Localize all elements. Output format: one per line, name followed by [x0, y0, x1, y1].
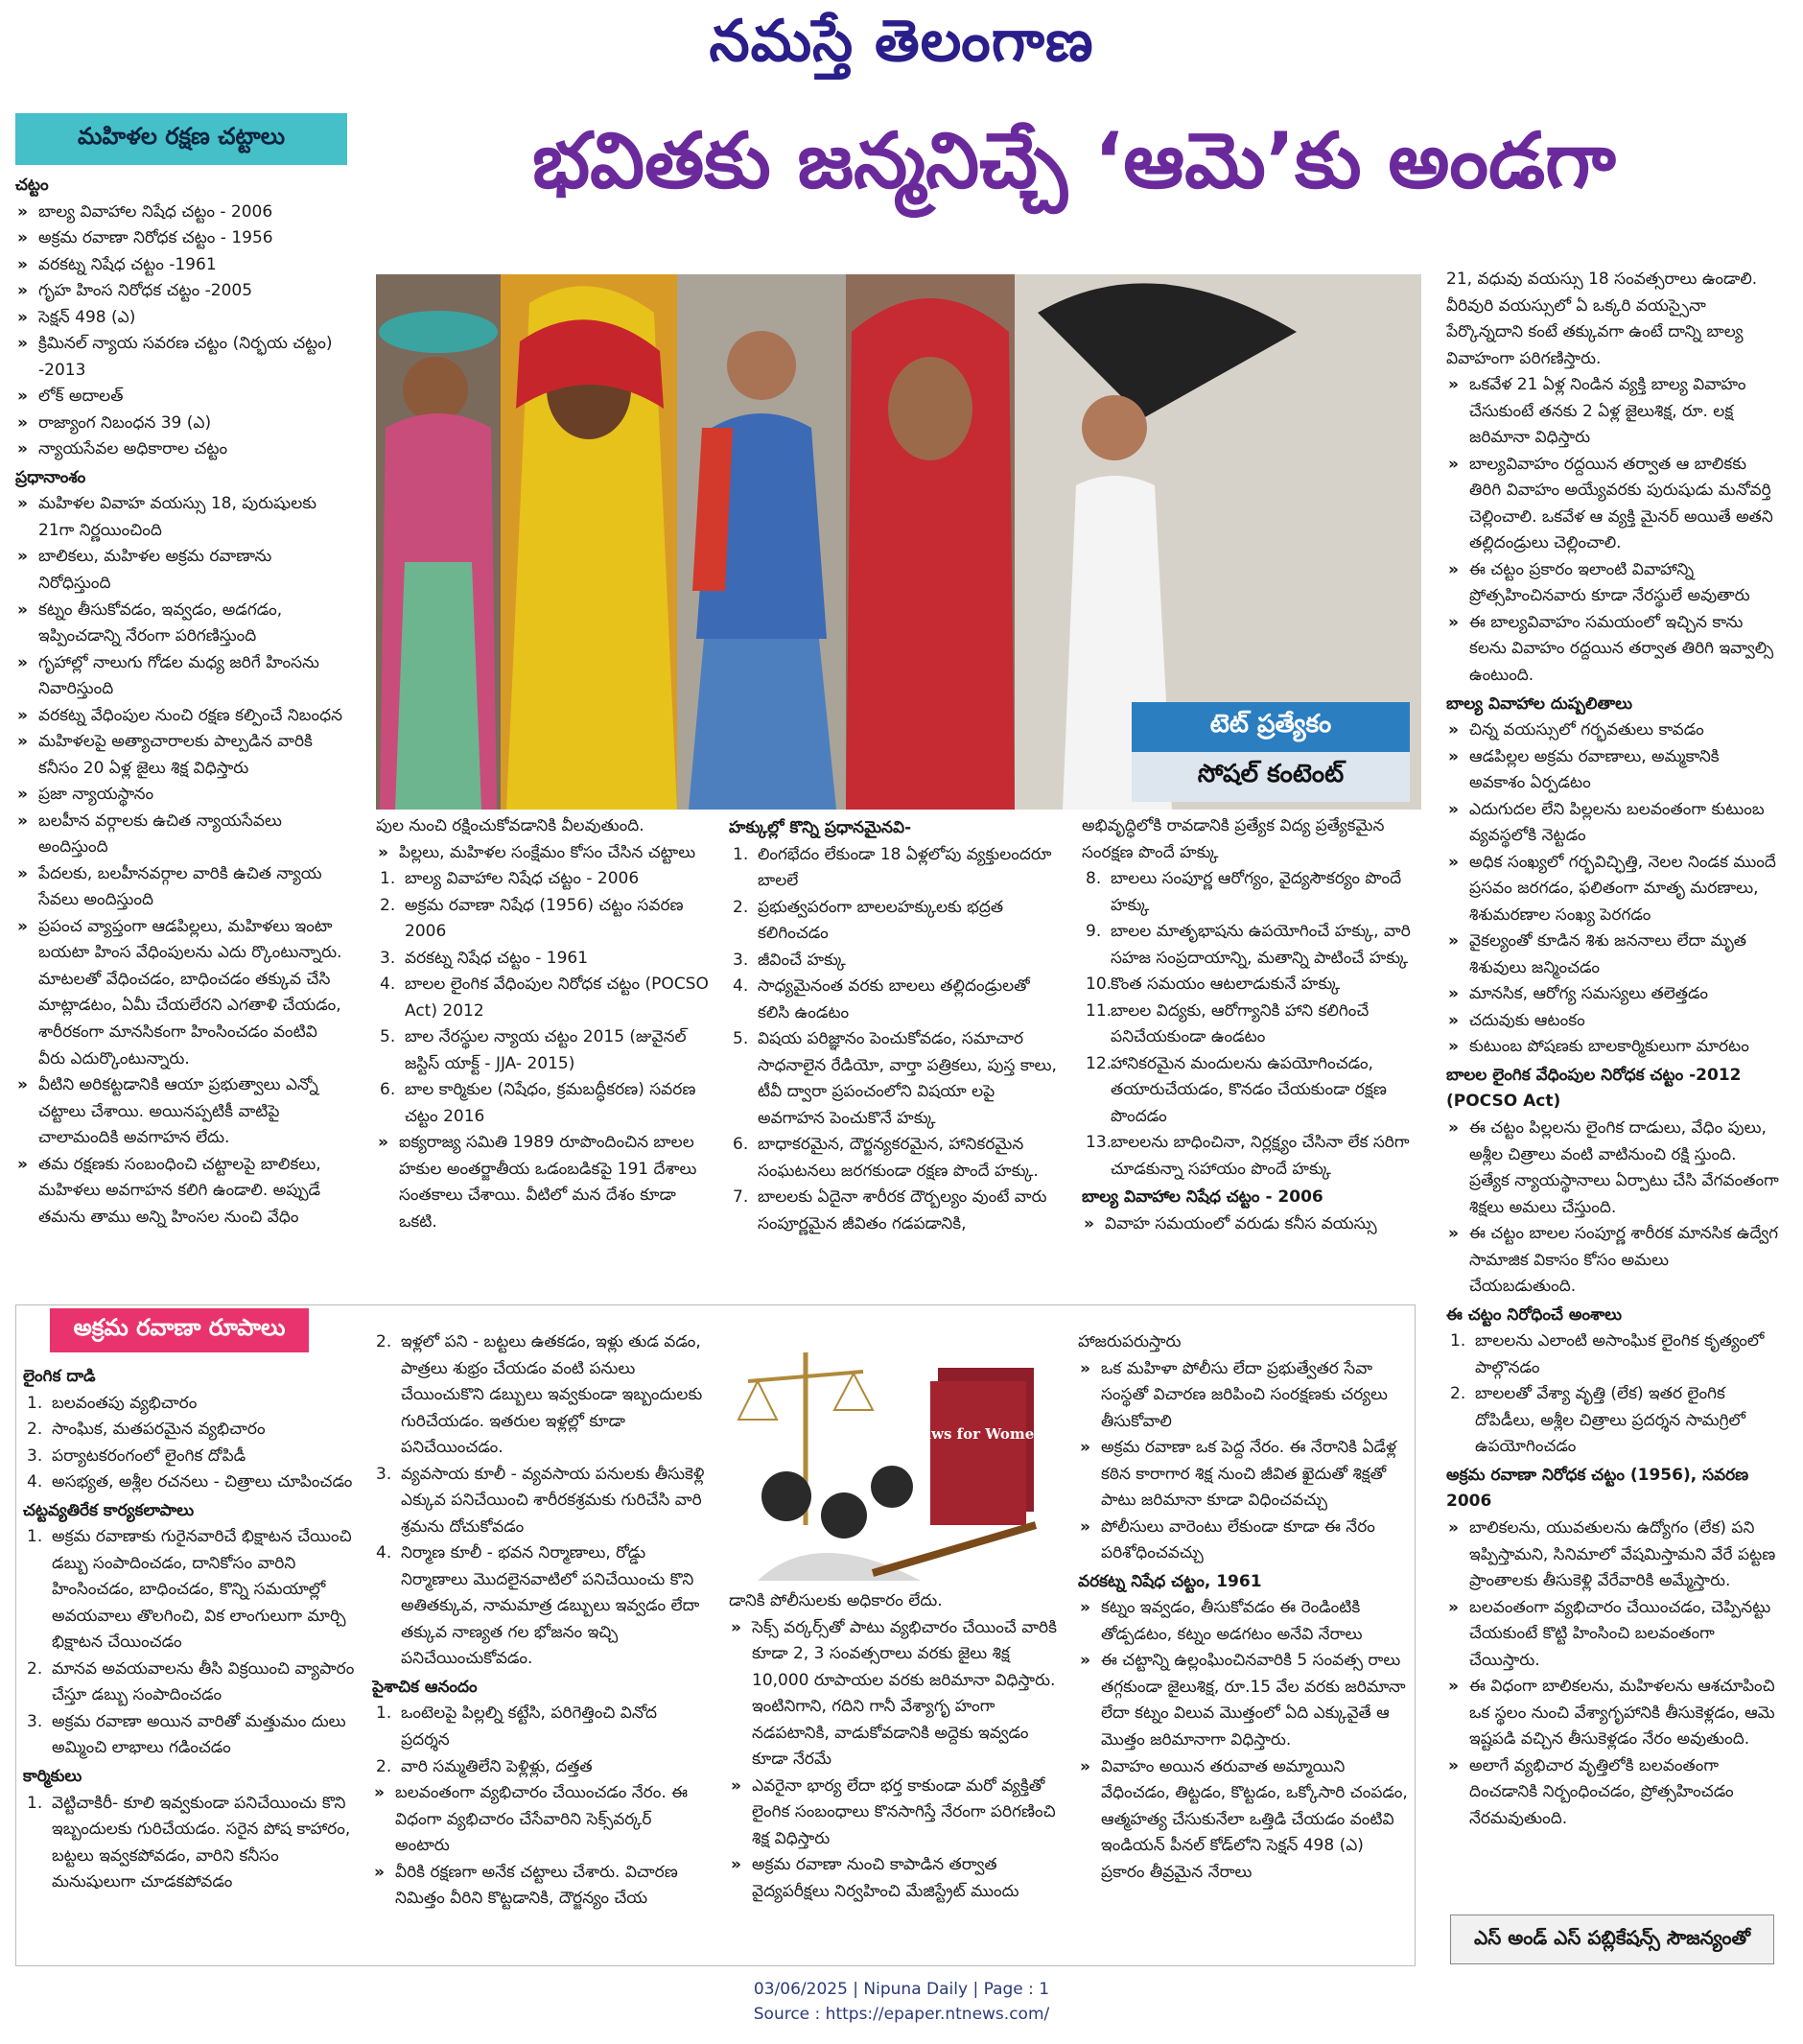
- bullet-item: [1078, 1356, 1410, 1436]
- item-number: 2.: [27, 1420, 43, 1440]
- section-heading: [1446, 1303, 1780, 1329]
- paragraph: [1078, 1329, 1410, 1356]
- bullet-item: [372, 1780, 706, 1860]
- bullet-item: [15, 200, 349, 226]
- item-text: సెక్స్ వర్కర్స్‌తో పాటు వ్యభిచారం చేయించే వారికి కూడా 2, 3 సంవత్సరాలు వరకు జైలు శిక్ష 10,000 రూపాయల వరకు జరిమానా విధిస్తారు. ఇంటినిగాని, గదిని గానీ వేశ్యాగృ హంగా నడపటానికి, వాడుకోవడానికి అద్దెకు ఇవ్వడం కూడా నేరమే: [752, 1617, 1057, 1770]
- item-text: బాల నేరస్థుల న్యాయ చట్టం 2015 (జువైనల్ జస్టిస్ యాక్ట్ - JJA- 2015): [405, 1027, 687, 1073]
- item-text: ప్రధానాంశం: [15, 467, 86, 487]
- bullet-item: [15, 598, 349, 650]
- item-text: సాంఘిక, మతపరమైన వ్యభిచారం: [52, 1420, 266, 1440]
- item-number: 2.: [27, 1658, 43, 1679]
- bullet-item: [1082, 1211, 1419, 1238]
- numbered-item: [376, 1024, 714, 1077]
- masthead-logo: నమస్తే తెలంగాణ: [709, 8, 1094, 75]
- trafficking-forms-title: అక్రమ రవాణా రూపాలు: [50, 1308, 309, 1352]
- numbered-item: [1446, 1381, 1780, 1461]
- section-heading: [372, 1675, 706, 1702]
- item-text: ప్రపంచ వ్యాప్తంగా ఆడపిల్లలు, మహిళలు ఇంటా బయటా హింస వేధింపులను ఎదు ర్కొంటున్నారు. మాటలతో వేధించడం, బాధించడం తక్కువ చేసి మాట్లాడటం, ఏమీ చేయలేరని ఎగతాళి చేయడం, శారీరకంగా మానసికంగా హింసించడం వంటివి వీరు ఎదుర్కొంటున్నారు.: [38, 916, 342, 1069]
- bullet-item: [15, 252, 349, 279]
- item-text: సాధ్యమైనంత వరకు బాలలు తల్లిదండ్రులతో కలిసి ఉండటం: [758, 976, 1030, 1022]
- item-text: గృహాల్లో నాలుగు గోడల మధ్య జరిగే హింసను నివారిస్తుంది: [38, 652, 319, 699]
- item-number: 2.: [733, 897, 749, 917]
- section-heading: [1082, 1185, 1419, 1211]
- bullet-item: [1078, 1754, 1410, 1887]
- item-number: 1.: [27, 1527, 43, 1547]
- section-heading: [729, 815, 1066, 842]
- section-heading: [23, 1764, 355, 1791]
- numbered-item: [372, 1462, 706, 1541]
- section-heading: [23, 1498, 355, 1525]
- bullet-item: [372, 1860, 706, 1913]
- numbered-item: [729, 842, 1066, 895]
- item-text: ప్రజా న్యాయస్థానం: [38, 785, 154, 805]
- item-text: బాలలతో వేశ్యా వృత్తి (లేక) ఇతర లైంగిక దోపిడీలు, అశ్లీల చిత్రాలు ప్రదర్శన సామగ్రిలో ఉపయోగించడం: [1475, 1384, 1745, 1457]
- item-number: 4.: [380, 975, 396, 995]
- item-number: 2.: [376, 1332, 392, 1351]
- bullet-item: [1446, 1674, 1780, 1753]
- bullet-item: [15, 278, 349, 305]
- bullet-item: [1446, 557, 1780, 610]
- numbered-item: [372, 1540, 706, 1673]
- bullet-item: [1446, 928, 1780, 981]
- item-number: 1.: [376, 1703, 392, 1724]
- item-number: 1.: [27, 1793, 43, 1813]
- item-text: ఇళ్లలో పని - బట్టలు ఉతకడం, ఇళ్లు తుడ వడం, పాత్రలు శుభ్రం చేయడం వంటి పనులు చేయించుకొని డబ్బులు ఇవ్వకుండా ఇబ్బందులకు గురిచేయడం. ఇతరుల ఇళ్లల్లో కూడా పనిచేయించడం.: [401, 1332, 703, 1458]
- item-text: పర్యాటకరంగంలో లైంగిక దోపిడీ: [52, 1445, 246, 1466]
- bullet-item: [1446, 372, 1780, 452]
- numbered-item: [1446, 1328, 1780, 1381]
- item-text: బాలలకు ఏదైనా శారీరక దౌర్బల్యం వుంటే వారు సంపూర్ణమైన జీవితం గడపడానికి,: [758, 1187, 1047, 1233]
- item-text: బలవంతంగా వ్యభిచారం చేయించడం, చెప్పినట్టు చేయకుంటే కొట్టి హింసించి బలవంతంగా చేయిస్తారు.: [1469, 1597, 1771, 1670]
- item-text: హాజరుపరుస్తారు: [1078, 1332, 1182, 1351]
- bullet-item: [15, 1152, 349, 1232]
- item-text: ఒకవేళ 21 ఏళ్ల నిండిన వ్యక్తి బాల్య వివాహం చేసుకుంటే తనకు 2 ఏళ్ల జైలుశిక్ష, రూ. లక్ష జరిమానా విధిస్తారు: [1469, 375, 1746, 448]
- item-text: బాలల లైంగిక వేధింపుల నిరోధక చట్టం -2012 (POCSO Act): [1446, 1065, 1742, 1112]
- item-text: లైంగిక దాడి: [23, 1367, 96, 1386]
- page-headline: భవితకు జన్మనిచ్చే ‘ఆమె’కు అండగా: [532, 116, 1616, 205]
- bullet-item: [15, 384, 349, 411]
- item-text: కట్నం ఇవ్వడం, తీసుకోవడం ఈ రెండింటికి తోడ్పడటం, కట్నం అడగటం అనేవి నేరాలు: [1101, 1598, 1363, 1644]
- item-number: 2.: [376, 1756, 392, 1776]
- item-number: 4.: [376, 1543, 392, 1563]
- item-text: బాలల విద్యకు, ఆరోగ్యానికి హాని కలిగించే పనిచేయకుండా ఉండటం: [1111, 1000, 1370, 1047]
- bullet-item: [1446, 850, 1780, 929]
- item-text: చదువుకు ఆటంకం: [1469, 1010, 1585, 1030]
- item-number: 4.: [27, 1472, 43, 1492]
- item-text: ఈ బాల్యవివాహం సమయంలో ఇచ్చిన కాను కలను వివాహం రద్దయిన తర్వాత తిరిగి ఇవ్వాల్సి ఉంటుంది.: [1469, 612, 1774, 685]
- item-text: రాజ్యాంగ నిబంధన 39 (ఎ): [38, 412, 212, 433]
- bullet-item: [729, 1774, 1061, 1853]
- item-text: డానికి పోలీసులకు అధికారం లేదు.: [729, 1591, 943, 1610]
- item-number: 5.: [380, 1027, 396, 1047]
- bullet-item: [15, 650, 349, 703]
- section-heading: [1446, 692, 1780, 718]
- numbered-item: [372, 1329, 706, 1462]
- paragraph: [1446, 267, 1780, 372]
- item-text: హానికరమైన మందులను ఉపయోగించడం, తయారుచేయడం, కొనడం చేయకుండా రక్షణ పొందడం: [1111, 1053, 1387, 1126]
- item-text: వరకట్న నిషేధ చట్టం, 1961: [1078, 1571, 1262, 1591]
- bullet-item: [15, 809, 349, 861]
- bullet-item: [15, 782, 349, 809]
- item-text: పుల నుంచి రక్షించుకోవడానికి వీలవుతుంది.: [376, 816, 644, 835]
- item-text: ఒంటెలపై పిల్లల్ని కట్టేసి, పరిగెత్తించి వినోద ప్రదర్శన: [401, 1703, 658, 1750]
- item-text: మహిళల వివాహ వయస్సు 18, పురుషులకు 21గా నిర్ణయించింది: [38, 494, 316, 540]
- item-text: అభివృద్ధిలోకి రావడానికి ప్రత్యేక విద్య ప్రత్యేకమైన సంరక్షణ పొందే హక్కు: [1082, 816, 1385, 862]
- item-number: 3.: [733, 950, 749, 970]
- item-text: పిల్లలు, మహిళల సంక్షేమం కోసం చేసిన చట్టాలు: [399, 842, 696, 862]
- laws-for-women-illustration: [729, 1333, 1053, 1581]
- item-text: ఆడపిల్లల అక్రమ రవాణాలు, అమ్మకానికి అవకాశం ఏర్పడటం: [1469, 746, 1720, 793]
- item-text: బాల్య వివాహాల దుష్పలితాలు: [1446, 693, 1633, 714]
- bullet-item: [15, 729, 349, 782]
- item-text: వివాహం అయిన తరువాత అమ్మాయిని వేధించడం, తిట్టడం, కొట్టడం, ఒక్కోసారి చంపడం, ఆత్మహత్య చేసుకునేలా ఒత్తిడి చేయడం వంటివి ఇండియన్ పీనల్ కోడ్‌లోని సెక్షన్ 498 (ఎ) ప్రకారం తీవ్రమైన నేరాలు: [1101, 1756, 1408, 1882]
- item-text: వారి సమ్మతిలేని పెళ్లిళ్లు, దత్తత: [401, 1756, 593, 1776]
- item-text: బాల్య వివాహాల నిషేధ చట్టం - 2006: [1082, 1187, 1323, 1208]
- item-text: గృహ హింస నిరోధక చట్టం -2005: [38, 281, 253, 301]
- numbered-item: [729, 974, 1066, 1026]
- trafficking-col-3: [729, 1588, 1061, 1962]
- bullet-item: [1446, 1753, 1780, 1833]
- section-heading: [1078, 1569, 1410, 1596]
- item-number: 3.: [27, 1711, 43, 1731]
- numbered-item: [23, 1391, 355, 1418]
- item-text: చట్టం: [15, 176, 49, 195]
- item-text: వరకట్న నిషేధ చట్టం -1961: [38, 254, 217, 274]
- bullet-item: [1446, 610, 1780, 690]
- bullet-item: [15, 436, 349, 463]
- bullet-item: [729, 1852, 1061, 1905]
- bullet-item: [1446, 1116, 1780, 1221]
- item-text: కార్మికులు: [23, 1766, 82, 1786]
- item-text: విషయ పరిజ్ఞానం పెంచుకోవడం, సమాచార సాధనాలైన రేడియో, వార్తా పత్రికలు, పుస్త కాలు, టీవీ ద్వారా ప్రపంచంలోని విషయా లపై అవగాహన పెంచుకొనే హక్కు: [758, 1029, 1057, 1128]
- numbered-item: [729, 1185, 1066, 1237]
- numbered-item: [376, 946, 714, 973]
- publisher-credit: ఎస్ అండ్ ఎస్ పబ్లికేషన్స్ సౌజన్యంతో: [1450, 1915, 1774, 1964]
- numbered-item: [23, 1444, 355, 1470]
- item-text: వీటిని అరికట్టడానికి ఆయా ప్రభుత్వాలు ఎన్నో చట్టాలు చేశాయి. అయినప్పటికీ వాటిపై చాలామందికి అవగాహన లేదు.: [38, 1075, 318, 1148]
- item-number: 9.: [1086, 922, 1102, 942]
- book-label: Laws for Women: [911, 1425, 1045, 1443]
- item-text: బాల్య వివాహాల నిషేధ చట్టం - 2006: [405, 869, 640, 889]
- trafficking-col-2: [372, 1329, 706, 1962]
- item-text: కొంత సమయం ఆటలాడుకునే హక్కు: [1111, 975, 1341, 995]
- bullet-item: [15, 411, 349, 437]
- item-text: బాలికలను, యువతులను ఉద్యోగం (లేక) పని ఇప్పిస్తామని, సినిమాలో వేషమిస్తామని వేరే పట్టణ ప్రాంతాలకు తీసుకెళ్లి వేరేవారికి అమ్మేస్తారు.: [1469, 1517, 1776, 1591]
- item-number: 5.: [733, 1029, 749, 1049]
- item-text: పోలీసులు వారెంటు లేకుండా కూడా ఈ నేరం పరిశోధించవచ్చు: [1101, 1516, 1375, 1563]
- item-text: జీవించే హక్కు: [758, 950, 846, 970]
- bullet-item: [1078, 1648, 1410, 1753]
- badge-social-content: సోషల్ కంటెంట్: [1132, 752, 1410, 802]
- item-number: 6.: [380, 1080, 396, 1100]
- item-text: చట్టవ్యతిరేక కార్యకలాపాలు: [23, 1500, 195, 1520]
- item-text: బాల్యవివాహం రద్దయిన తర్వాత ఆ బాలికకు తిరిగి వివాహం అయ్యేవరకు పురుషుడు మనోవర్తి చెల్లించాలి. ఒకవేళ ఆ వ్యక్తి మైనర్ అయితే అతని తల్లిదండ్రులు చెల్లించాలి.: [1469, 454, 1773, 553]
- bullet-item: [1446, 1595, 1780, 1675]
- item-number: 4.: [733, 976, 749, 997]
- item-text: బలహీన వర్గాలకు ఉచిత న్యాయసేవలు అందిస్తుంది: [38, 811, 282, 858]
- item-text: వీరికి రక్షణగా అనేక చట్టాలు చేశారు. విచారణ నిమిత్తం వీరిని కొట్టడానికి, దౌర్జన్యం చేయ: [395, 1862, 678, 1909]
- item-text: ఒక మహిళా పోలీసు లేదా ప్రభుత్వేతర సేవా సంస్థతో విచారణ జరిపించి సంరక్షణకు చర్యలు తీసుకోవాలి: [1101, 1358, 1388, 1431]
- column-child-rights: [729, 813, 1066, 1293]
- item-text: వైకల్యంతో కూడిన శిశు జననాలు లేదా మృత శిశువులు జన్మించడం: [1469, 931, 1747, 977]
- item-text: ఎదుగుదల లేని పిల్లలను బలవంతంగా కుటుంబ వ్యవస్థలోకి నెట్టడం: [1469, 799, 1765, 846]
- bullet-item: [1078, 1595, 1410, 1648]
- numbered-item: [23, 1709, 355, 1762]
- section-heading: [1446, 1063, 1780, 1116]
- bullet-item: [15, 914, 349, 1072]
- bullet-item: [15, 491, 349, 544]
- numbered-item: [1082, 919, 1419, 972]
- item-number: 1.: [380, 869, 396, 889]
- numbered-item: [1082, 1130, 1419, 1183]
- sidebar-laws-list: [15, 171, 349, 1293]
- item-text: క్రిమినల్ న్యాయ సవరణ చట్టం (నిర్భయ చట్టం) -2013: [38, 334, 333, 380]
- item-text: కట్నం తీసుకోవడం, ఇవ్వడం, అడగడం, ఇప్పించడాన్ని నేరంగా పరిగణిస్తుంది: [38, 599, 283, 646]
- numbered-item: [376, 893, 714, 946]
- item-text: మానసిక, ఆరోగ్య సమస్యలు తలెత్తడం: [1469, 984, 1708, 1004]
- paragraph: [1082, 813, 1419, 866]
- item-text: ఈ చట్టాన్ని ఉల్లంఘించినవారికి 5 సంవత్స రాలు తగ్గకుండా జైలుశిక్ష, రూ.15 వేల వరకు జరిమానా లేదా కట్నం విలువ మొత్తంలో ఏది ఎక్కువైతే ఆ మొత్తం జరిమానాగా విధిస్తారు.: [1101, 1651, 1406, 1750]
- item-text: కుటుంబ పోషణకు బాలకార్మికులుగా మారటం: [1469, 1037, 1749, 1057]
- bullet-item: [1446, 981, 1780, 1008]
- bullet-item: [15, 703, 349, 730]
- item-text: వరకట్న వేధింపుల నుంచి రక్షణ కల్పించే నిబంధన: [38, 705, 343, 725]
- item-text: ఎవరైనా భార్య లేదా భర్త కాకుండా మరో వ్యక్తితో లైంగిక సంబంధాలు కొనసాగిస్తే నేరంగా పరిగణించి శిక్ష విధిస్తారు: [752, 1775, 1056, 1848]
- item-number: 3.: [380, 948, 396, 968]
- item-text: బాల కార్మికుల (నిషేధం, క్రమబద్ధీకరణ) సవరణ చట్టం 2016: [405, 1080, 696, 1126]
- bullet-item: [15, 305, 349, 332]
- bullet-item: [1446, 744, 1780, 797]
- numbered-item: [23, 1791, 355, 1896]
- item-number: 12.: [1086, 1053, 1112, 1073]
- badge-tet-special: టెట్ ప్రత్యేకం: [1132, 702, 1410, 752]
- item-text: ఈ చట్టం బాలల సంపూర్ణ శారీరక మానసిక ఉద్వేగ సామాజిక వికాసం కోసం అమలు చేయబడుతుంది.: [1469, 1224, 1779, 1297]
- item-text: 21, వధువు వయస్సు 18 సంవత్సరాలు ఉండాలి. వీరివురి వయస్సులో ఏ ఒక్కరి వయస్సైనా పేర్కొన్నదాని కంటే తక్కువగా ఉంటే దాన్ని బాల్య వివాహంగా పరిగణిస్తారు.: [1446, 270, 1758, 368]
- item-number: 2.: [1450, 1384, 1466, 1404]
- numbered-item: [23, 1656, 355, 1709]
- paragraph: [376, 813, 714, 840]
- item-number: 1.: [733, 844, 749, 864]
- trafficking-col-4: [1078, 1329, 1410, 1962]
- item-number: 13.: [1086, 1133, 1112, 1153]
- item-text: లోక్ అదాలత్: [38, 387, 124, 407]
- item-text: బాలల మాతృభాషను ఉపయోగించే హక్కు, వారి సహజ సంప్రదాయాన్ని, మతాన్ని పాటించే హక్కు: [1111, 922, 1411, 968]
- item-text: అక్రమ రవాణా నిరోధక చట్టం - 1956: [38, 228, 273, 248]
- bullet-item: [15, 544, 349, 597]
- item-text: ప్రభుత్వపరంగా బాలలహక్కులకు భద్రత కలిగించడం: [758, 897, 1004, 944]
- numbered-item: [729, 895, 1066, 948]
- item-text: న్యాయసేవల అధికారాల చట్టం: [38, 439, 228, 459]
- item-text: అక్రమ రవాణా ఒక పెద్ద నేరం. ఈ నేరానికి ఏడేళ్ల కఠిన కారాగార శిక్ష నుంచి జీవిత ఖైదుతో శిక్షతో పాటు జరిమానా కూడా విధించవచ్చు: [1101, 1438, 1397, 1511]
- bullet-item: [1078, 1435, 1410, 1515]
- bullet-item: [376, 840, 714, 867]
- item-text: బాలలను బాధించినా, నిర్లక్ష్యం చేసినా లేక సరిగా చూడకున్నా సహాయం పొందే హక్కు: [1111, 1133, 1410, 1179]
- item-number: 11.: [1086, 1000, 1112, 1021]
- bullet-item: [1446, 797, 1780, 850]
- bullet-item: [729, 1615, 1061, 1774]
- item-text: బలవంతపు వ్యభిచారం: [52, 1393, 198, 1413]
- item-number: 10.: [1086, 975, 1112, 995]
- numbered-item: [1082, 999, 1419, 1051]
- item-text: వెట్టిచాకిరీ- కూలి ఇవ్వకుండా పనిచేయించు కొని ఇబ్బందులకు గురిచేయడం. సరైన పోష కాహారం, బట్టలు ఇవ్వకపోవడం, వారిని కనీసం మనుషులుగా చూడకపోవడం: [52, 1793, 351, 1892]
- item-text: పేదలకు, బలహీనవర్గాల వారికి ఉచిత న్యాయ సేవలు అందిస్తుంది: [38, 863, 322, 910]
- item-text: ఈ చట్టం ప్రకారం ఇలాంటి వివాహాన్ని ప్రోత్సహించినవారు కూడా నేరస్థులే అవుతారు: [1469, 559, 1750, 606]
- section-heading: [15, 173, 349, 200]
- item-text: బాలల లైంగిక వేధింపుల నిరోధక చట్టం (POCSO Act) 2012: [405, 975, 709, 1021]
- item-text: ఈ విధంగా బాలికలను, మహిళలను ఆశచూపించి ఒక స్థలం నుంచి వేశ్యాగృహానికి తీసుకెళ్లడం, ఆమె ఇష్టపడి వచ్చిన తీసుకెళ్లడం నేరం అవుతుంది.: [1469, 1677, 1775, 1750]
- item-text: చిన్న వయస్సులో గర్భవతులు కావడం: [1469, 720, 1704, 740]
- section-heading: [15, 465, 349, 492]
- bullet-item: [1446, 1008, 1780, 1035]
- item-number: 1.: [27, 1393, 43, 1413]
- numbered-item: [729, 1132, 1066, 1185]
- item-text: అక్రమ రవాణా నిరోధక చట్టం (1956), సవరణ 2006: [1446, 1465, 1749, 1512]
- item-text: అక్రమ రవాణా అయిన వారితో మత్తుమం దులు అమ్మించి లాభాలు గడించడం: [52, 1711, 346, 1758]
- item-number: 7.: [733, 1187, 749, 1208]
- item-text: బలవంతంగా వ్యభిచారం చేయించడం నేరం. ఈ విధంగా వ్యభిచారం చేసేవారిని సెక్స్‌వర్కర్ అంటారు: [395, 1783, 689, 1856]
- item-text: అక్రమ రవాణా నిషేధ (1956) చట్టం సవరణ 2006: [405, 895, 684, 942]
- item-number: 3.: [27, 1445, 43, 1466]
- sidebar-title: మహిళల రక్షణ చట్టాలు: [15, 113, 347, 165]
- numbered-item: [23, 1417, 355, 1444]
- item-number: 3.: [376, 1464, 392, 1484]
- item-number: 8.: [1086, 869, 1102, 889]
- section-heading: [1446, 1463, 1780, 1515]
- numbered-item: [23, 1524, 355, 1656]
- trafficking-col-1: [23, 1362, 355, 1961]
- item-text: సెక్షన్ 498 (ఎ): [38, 307, 136, 327]
- item-text: అలాగే వ్యభిచార వృత్తిలోకి బలవంతంగా దించడానికి నిర్బంధించడం, ప్రోత్సహించడం నేరమవుతుంది.: [1469, 1755, 1734, 1828]
- item-text: బాలలను ఎలాంటి అసాంఘిక లైంగిక కృత్యంలో పాల్గొనడం: [1475, 1331, 1765, 1377]
- item-text: తమ రక్షణకు సంబంధించి చట్టాలపై బాలికలు, మహిళలు అవగాహన కలిగి ఉండాలి. అప్పుడే తమను తాము అన్ని హింసల నుంచి వేధిం: [38, 1154, 321, 1227]
- bullet-item: [15, 331, 349, 384]
- item-number: 6.: [733, 1135, 749, 1155]
- numbered-item: [729, 1026, 1066, 1132]
- bullet-item: [15, 1072, 349, 1152]
- item-text: ఈ చట్టం పిల్లలను లైంగిక దాడులు, వేధిం పులు, అశ్లీల చిత్రాలు వంటి వాటినుంచి రక్షి స్తుంది. ప్రత్యేక న్యాయస్థానాలు ఏర్పాటు చేసి వేగవంతంగా శిక్షలు అమలు చేస్తుంది.: [1469, 1118, 1779, 1217]
- numbered-item: [729, 948, 1066, 975]
- item-text: ఈ చట్టం నిరోధించే అంశాలు: [1446, 1304, 1623, 1325]
- item-text: వివాహ సమయంలో వరుడు కనీస వయస్సు: [1105, 1213, 1377, 1233]
- item-text: వ్యవసాయ కూలీ - వ్యవసాయ పనులకు తీసుకెళ్లి ఎక్కువ పనిచేయించి శారీరకశ్రమకు గురిచేసి వారి శ్రమను దోచుకోవడం: [401, 1464, 705, 1537]
- column-child-laws: [376, 813, 714, 1293]
- item-text: అధిక సంఖ్యలో గర్భవిచ్ఛిత్తి, నెలల నిండక ముందే ప్రసవం జరగడం, ఫలితంగా మాతృ మరణాలు, శిశుమరణాల సంఖ్య పెరగడం: [1469, 852, 1776, 925]
- item-text: నిర్మాణ కూలీ - భవన నిర్మాణాలు, రోడ్డు నిర్మాణాలు మొదలైనవాటిలో పనిచేయించు కొని అతితక్కువ, నామమాత్ర డబ్బులు ఇవ్వడం లేదా తక్కువ నాణ్యత గల భోజనం ఇచ్చి పనిచేయించుకోవడం.: [401, 1543, 700, 1669]
- item-text: మానవ అవయవాలను తీసి విక్రయించి వ్యాపారం చేస్తూ డబ్బు సంపాదించడం: [52, 1658, 355, 1705]
- numbered-item: [376, 866, 714, 893]
- bullet-item: [15, 861, 349, 914]
- item-text: లింగభేదం లేకుండా 18 ఏళ్లలోపు వ్యక్తులందరూ బాలలే: [758, 844, 1052, 891]
- numbered-item: [372, 1754, 706, 1781]
- item-text: పైశాచిక ఆనందం: [372, 1677, 478, 1697]
- footer-date-line: 03/06/2025 | Nipuna Daily | Page : 1: [753, 1980, 1050, 1999]
- footer-source-link[interactable]: Source : https://epaper.ntnews.com/: [753, 2004, 1050, 2024]
- bullet-item: [15, 225, 349, 252]
- numbered-item: [1082, 866, 1419, 919]
- item-text: వరకట్న నిషేధ చట్టం - 1961: [405, 948, 589, 968]
- page-footer: [0, 1978, 1803, 2027]
- item-text: బాధాకరమైన, దౌర్జన్యకరమైన, హానికరమైన సంఘటనలు జరగకుండా రక్షణ పొందే హక్కు.: [758, 1135, 1039, 1181]
- bullet-item: [1446, 717, 1780, 744]
- numbered-item: [1082, 1051, 1419, 1131]
- column-child-marriage: [1446, 267, 1780, 1909]
- bullet-item: [1446, 1515, 1780, 1595]
- item-text: బాల్య వివాహాల నిషేధ చట్టం - 2006: [38, 201, 273, 222]
- numbered-item: [372, 1701, 706, 1753]
- bullet-item: [376, 1130, 714, 1235]
- item-text: అక్రమ రవాణా నుంచి కాపాడిన తర్వాత వైద్యపరీక్షలు నిర్వహించి మేజిస్ట్రేట్ ముందు: [752, 1855, 1019, 1901]
- bullet-item: [1078, 1515, 1410, 1567]
- bullet-item: [1446, 1034, 1780, 1061]
- numbered-item: [23, 1469, 355, 1496]
- item-text: అసభ్యత, అశ్లీల రచనలు - చిత్రాలు చూపించడం: [52, 1472, 353, 1492]
- item-number: 1.: [1450, 1331, 1466, 1351]
- item-text: ఐక్యరాజ్య సమితి 1989 రూపొందించిన బాలల హకుల అంతర్జాతీయ ఒడంబడికపై 191 దేశాలు సంతకాలు చేశాయి. వీటిలో మన దేశం కూడా ఒకటి.: [399, 1133, 697, 1232]
- item-text: మహిళలపై అత్యాచారాలకు పాల్పడిన వారికి కనీసం 20 ఏళ్ల జైలు శిక్ష విధిస్తారు: [38, 732, 313, 778]
- item-number: 2.: [380, 895, 396, 915]
- item-text: హక్కుల్లో కొన్ని ప్రధానమైనవి-: [729, 818, 912, 837]
- numbered-item: [1082, 972, 1419, 999]
- numbered-item: [376, 1077, 714, 1130]
- section-heading: [23, 1364, 355, 1391]
- bullet-item: [1446, 452, 1780, 557]
- numbered-item: [376, 972, 714, 1024]
- paragraph: [729, 1588, 1061, 1615]
- item-text: బాలికలు, మహిళల అక్రమ రవాణాను నిరోధిస్తుంది: [38, 547, 272, 593]
- item-text: బాలలు సంపూర్ణ ఆరోగ్యం, వైద్యసౌకర్యం పొందే హక్కు: [1111, 869, 1402, 915]
- bullet-item: [1446, 1221, 1780, 1301]
- item-text: అక్రమ రవాణాకు గురైనవారిచే భిక్షాటన చేయించి డబ్బు సంపాదించడం, దానికోసం వారిని హింసించడం, బాధించడం, కొన్ని సమయాల్లో అవయవాలు తొలగించి, విక లాంగులుగా మార్చి భిక్షాటన చేయించడం: [52, 1527, 352, 1653]
- column-child-rights-cont: [1082, 813, 1419, 1293]
